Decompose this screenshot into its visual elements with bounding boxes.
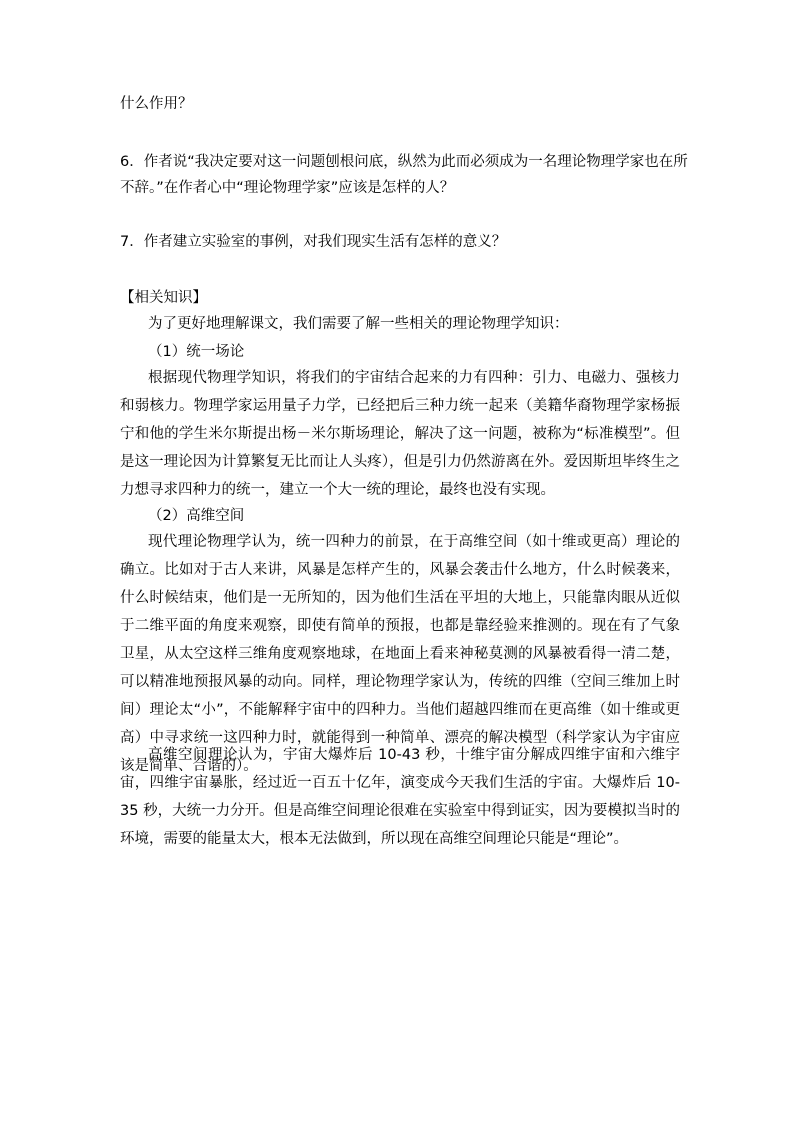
question-5-tail: 什么作用？ [120,96,193,112]
question-7: 7．作者建立实验室的事例，对我们现实生活有怎样的意义？ [120,234,507,250]
subheading-unified-field: （1）统一场论 [148,344,245,360]
paragraph-unified-field: 根据现代物理学知识，将我们的宇宙结合起来的力有四种：引力、电磁力、强核力和弱核力。物理学家运用量子力学，已经把后三种力统一起来（美籍华裔物理学家杨振宁和他的学生米尔斯提出杨－米尔斯场理论，解决了这一问题，被称为“标准模型”。但是这一理论因为计算繁复无比而让人头疼），但是引力仍然游离在外。爱因斯坦毕终生之力想寻求四种力的统一，建立一个大一统的理论，最终也没有实现。 [120,370,680,498]
intro-paragraph: 为了更好地理解课文，我们需要了解一些相关的理论物理学知识： [148,316,569,332]
section-title: 【相关知识】 [120,290,207,306]
subheading-high-dimension: （2）高维空间 [148,508,245,524]
paragraph-big-bang: 高维空间理论认为，宇宙大爆炸后 10-43 秒，十维宇宙分解成四维宇宙和六维宇宙，四维宇宙暴胀，经过近一百五十亿年，演变成今天我们生活的宇宙。大爆炸后 10-35 秒，大统一力分开。但是高维空间理论很难在实验室中得到证实，因为要模拟当时的环境，需要的能量太大，根本无法做到，所以现在高维空间理论只能是“理论”。 [120,747,680,847]
paragraph-high-dimension: 现代理论物理学认为，统一四种力的前景，在于高维空间（如十维或更高）理论的确立。比如对于古人来讲，风暴是怎样产生的，风暴会袭击什么地方，什么时候袭来，什么时候结束，他们是一无所知的，因为他们生活在平坦的大地上，只能靠肉眼从近似于二维平面的角度来观察，即使有简单的预报，也都是靠经验来推测的。现在有了气象卫星，从太空这样三维角度观察地球，在地面上看来神秘莫测的风暴被看得一清二楚，可以精准地预报风暴的动向。同样，理论物理学家认为，传统的四维（空间三维加上时间）理论太“小”，不能解释宇宙中的四种力。当他们超越四维而在更高维（如十维或更高）中寻求统一这四种力时，就能得到一种简单、漂亮的解决模型（科学家认为宇宙应该是简单、合谐的）。 [120,534,680,774]
question-6-line-2: 不辞。”在作者心中“理论物理学家”应该是怎样的人？ [120,180,455,196]
question-6-line-1: 6．作者说“我决定要对这一问题刨根问底，纵然为此而必须成为一名理论物理学家也在所 [120,154,688,170]
